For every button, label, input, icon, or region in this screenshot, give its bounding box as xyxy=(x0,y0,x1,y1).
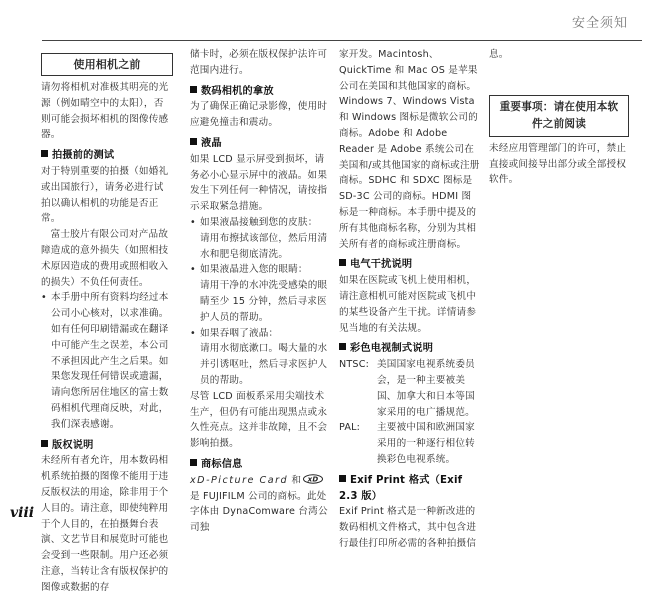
page-header-title: 安全须知 xyxy=(571,16,628,31)
xd-logo-icon xyxy=(303,474,323,484)
lcd-bullet-eyes-detail: 请用干净的水冲洗受感染的眼睛至少 15 分钟，然后寻求医护人员的帮助。 xyxy=(200,280,328,323)
test-bullet: • 本手册中所有资料均经过本公司小心核对，以求准确。如有任何印刷错漏或在翻译中可能产生之误差，本公司不承担因此产生之后果。如果您发现任何错误或遗漏，请向您所居住地区的富士数码相机代理商反映，对此，我们深表感谢。 xyxy=(41,290,173,432)
handling-paragraph: 为了确保正确记录影像，使用时应避免撞击和震动。 xyxy=(190,101,328,129)
lcd-bullet-eyes: • 如果液晶进入您的眼睛： xyxy=(190,262,330,278)
heading-interference: 电气干扰说明 xyxy=(339,257,480,273)
section-box-title: 使用相机之前 xyxy=(41,53,173,76)
ntsc-term: NTSC: xyxy=(339,359,370,371)
lcd-bullet-swallow-detail: 请用水彻底漱口。喝大量的水并引诱呕吐，然后寻求医护人员的帮助。 xyxy=(200,343,328,386)
test-paragraph-1: 对于特别重要的拍摄（如婚礼或出国旅行），请务必进行试拍以确认相机的功能是否正常。 xyxy=(41,165,169,225)
square-bullet-icon xyxy=(190,459,197,466)
ntsc-description: 美国国家电视系统委员会，是一种主要被美国、加拿大和日本等国家采用的电广播规范。 xyxy=(377,359,475,418)
pal-description: 主要被中国和欧洲国家采用的一种逐行相位转换彩色电视系统。 xyxy=(377,422,475,465)
trademark-paragraph: xD-Picture Card 和 xD 是 FUJIFILM 公司的商标。此处字体由 DynaComware 台湾公司独 xyxy=(190,474,328,534)
exif-continued: 息。 xyxy=(489,49,509,60)
header-divider xyxy=(42,40,642,41)
column-3 xyxy=(339,47,480,552)
heading-copyright: 版权说明 xyxy=(41,438,173,454)
copyright-continued: 储卡时，必须在版权保护法许可范围内进行。 xyxy=(190,49,328,76)
square-bullet-icon xyxy=(41,440,48,447)
pal-definition xyxy=(339,420,480,467)
square-bullet-icon xyxy=(190,138,197,145)
lcd-bullet-swallow: • 如果吞咽了液晶： xyxy=(190,326,330,342)
column-4 xyxy=(489,47,629,188)
page-number: viii xyxy=(10,505,35,521)
square-bullet-icon xyxy=(190,86,197,93)
heading-exif: Exif Print 格式（Exif 2.3 版） xyxy=(339,474,463,502)
copyright-paragraph: 未经所有者允许，用本数码相机系统拍摄的图像不能用于违反版权法的用途，除非用于个人目的。请注意，即使纯粹用于个人目的，在拍摄舞台表演、文艺节目和展览时可能也会受到一些限制。用户还必须注意，当转让含有版权保护的图像或数据的存 xyxy=(41,455,169,593)
square-bullet-icon xyxy=(339,343,346,350)
square-bullet-icon xyxy=(339,475,346,482)
exif-paragraph: Exif Print 格式是一种新改进的数码相机文件格式，其中包含进行最佳打印所必需的各种拍摄信 xyxy=(339,506,477,549)
lcd-paragraph: 如果 LCD 显示屏受到损坏，请务必小心显示屏中的液晶。如果发生下列任何一种情况，请按指示采取紧急措施。 xyxy=(190,153,328,213)
ntsc-definition xyxy=(339,357,480,420)
lcd-bullet-skin: • 如果液晶接触到您的皮肤： xyxy=(190,215,330,231)
lcd-paragraph-2: 尽管 LCD 面板系采用尖端技术生产，但仍有可能出现黑点或永久性亮点。这并非故障，且不会影响拍摄。 xyxy=(190,390,328,450)
trademark-continued: 家开发。Macintosh、QuickTime 和 Mac OS 是苹果公司在美国和其他国家的商标。Windows 7、Windows Vista 和 Windows 图标是微软公司的商标。Adobe 和 Adobe Reader 是 Adobe 系统公司在美国和/或其他国家的商标或注册商标。SDHC 和 SDXC 图标是 SD-3C 公司的商标。HDMI 图标是一种商标。本手册中提及的所有其他商标名称，分别为其相关所有者的商标或注册商标。 xyxy=(339,49,480,250)
lcd-bullet-skin-detail: 请用布擦拭该部位，然后用清水和肥皂彻底清洗。 xyxy=(200,232,328,260)
square-bullet-icon xyxy=(41,150,48,157)
column-1 xyxy=(41,53,173,596)
intro-paragraph: 请勿将相机对准极其明亮的光源（例如晴空中的太阳），否则可能会损坏相机的图像传感器。 xyxy=(41,82,169,141)
heading-tv-systems: 彩色电视制式说明 xyxy=(339,341,480,357)
heading-test-shots: 拍摄前的测试 xyxy=(41,148,173,164)
svg-text:xD: xD xyxy=(307,475,319,484)
heading-trademark: 商标信息 xyxy=(190,457,330,473)
heading-handling: 数码相机的拿放 xyxy=(190,84,330,100)
notice-paragraph: 未经应用管理部门的许可，禁止直接或间接导出部分或全部授权软件。 xyxy=(489,142,627,186)
test-paragraph-2: 富士胶片有限公司对产品故障造成的意外损失（如照相技术原因造成的费用或照相收入的损失）不负任何责任。 xyxy=(41,229,169,288)
square-bullet-icon xyxy=(339,259,346,266)
column-2 xyxy=(190,47,330,536)
notice-box-title: 重要事项：请在使用本软件之前阅读 xyxy=(489,95,629,137)
pal-term: PAL: xyxy=(339,422,361,434)
heading-lcd: 液晶 xyxy=(190,136,330,152)
interference-paragraph: 如果在医院或飞机上使用相机，请注意相机可能对医院或飞机中的某些设备产生干扰。详情请参见当地的有关法规。 xyxy=(339,275,477,334)
